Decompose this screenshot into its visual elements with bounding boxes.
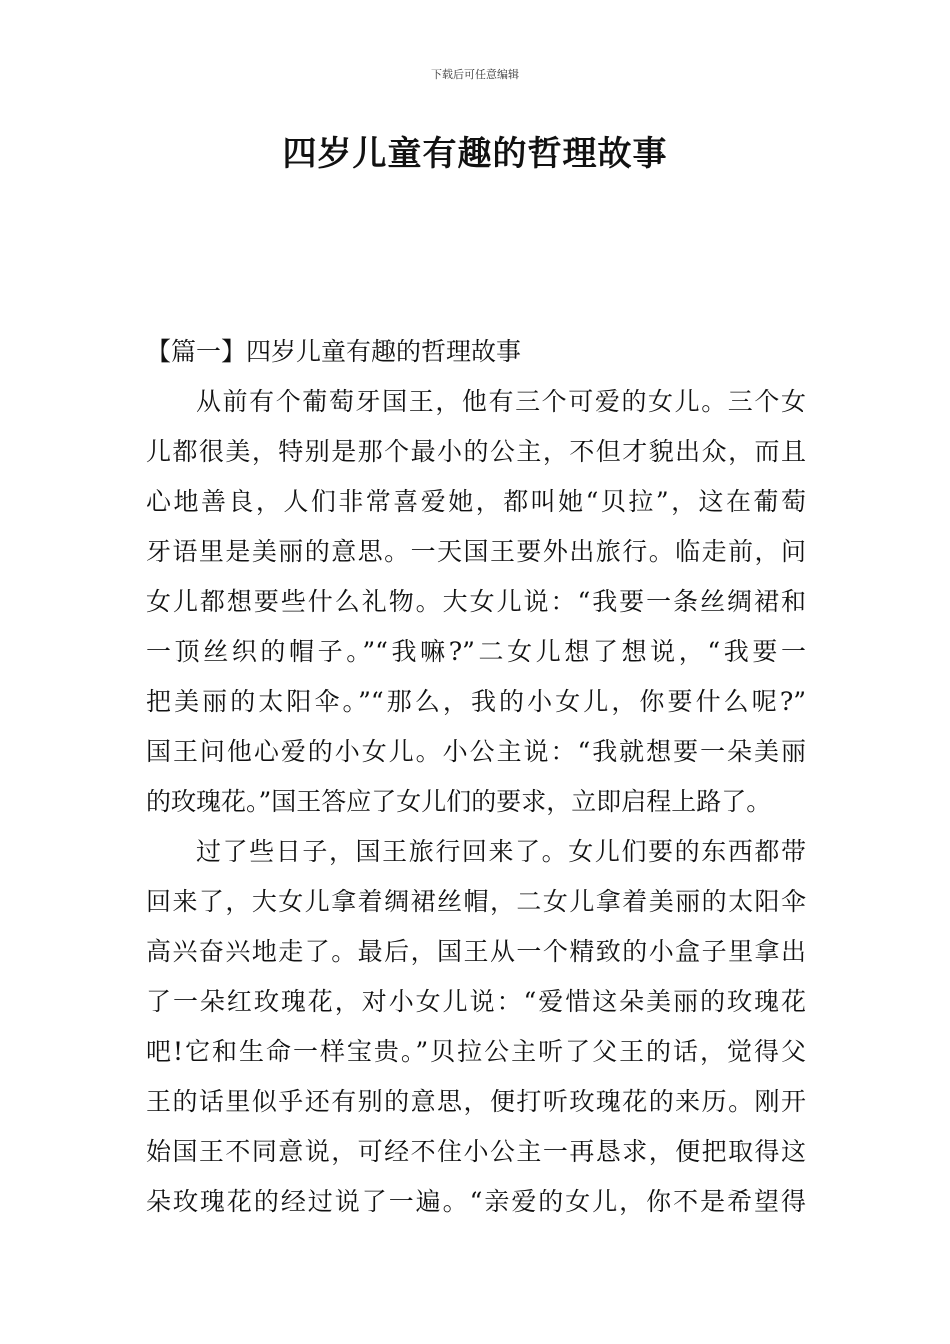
text-line: 牙语里是美丽的意思。一天国王要外出旅行。临走前，问 xyxy=(146,537,806,566)
document-body xyxy=(146,327,806,1227)
text-line: 高兴奋兴地走了。最后，国王从一个精致的小盒子里拿出 xyxy=(146,937,806,966)
text-line: 过了些日子，国王旅行回来了。女儿们要的东西都带 xyxy=(196,837,806,866)
text-line: 的玫瑰花。”国王答应了女儿们的要求，立即启程上路了。 xyxy=(146,787,772,816)
text-line: 国王问他心爱的小女儿。小公主说：“我就想要一朵美丽 xyxy=(146,737,806,766)
text-line: 儿都很美，特别是那个最小的公主，不但才貌出众，而且 xyxy=(146,437,806,466)
text-line: 把美丽的太阳伞。”“那么，我的小女儿，你要什么呢?” xyxy=(146,687,806,716)
text-line: 女儿都想要些什么礼物。大女儿说：“我要一条丝绸裙和 xyxy=(146,587,806,616)
text-line: 吧!它和生命一样宝贵。”贝拉公主听了父王的话，觉得父 xyxy=(146,1037,806,1066)
paragraph-2 xyxy=(146,827,806,1227)
text-line: 从前有个葡萄牙国王，他有三个可爱的女儿。三个女 xyxy=(196,387,806,416)
paragraph-1 xyxy=(146,377,806,827)
text-line: 朵玫瑰花的经过说了一遍。“亲爱的女儿，你不是希望得 xyxy=(146,1187,806,1216)
text-line: 心地善良，人们非常喜爱她，都叫她“贝拉”，这在葡萄 xyxy=(146,487,806,516)
document-title: 四岁儿童有趣的哲理故事 xyxy=(282,134,668,174)
text-line: 回来了，大女儿拿着绸裙丝帽，二女儿拿着美丽的太阳伞 xyxy=(146,887,806,916)
header-note: 下载后可任意编辑 xyxy=(431,68,519,81)
text-line: 王的话里似乎还有别的意思，便打听玫瑰花的来历。刚开 xyxy=(146,1087,806,1116)
section-heading: 【篇一】四岁儿童有趣的哲理故事 xyxy=(146,337,522,366)
text-line: 一顶丝织的帽子。”“我嘛?”二女儿想了想说，“我要一 xyxy=(146,637,806,666)
text-line: 了一朵红玫瑰花，对小女儿说：“爱惜这朵美丽的玫瑰花 xyxy=(146,987,806,1016)
text-line: 始国王不同意说，可经不住小公主一再恳求，便把取得这 xyxy=(146,1137,806,1166)
